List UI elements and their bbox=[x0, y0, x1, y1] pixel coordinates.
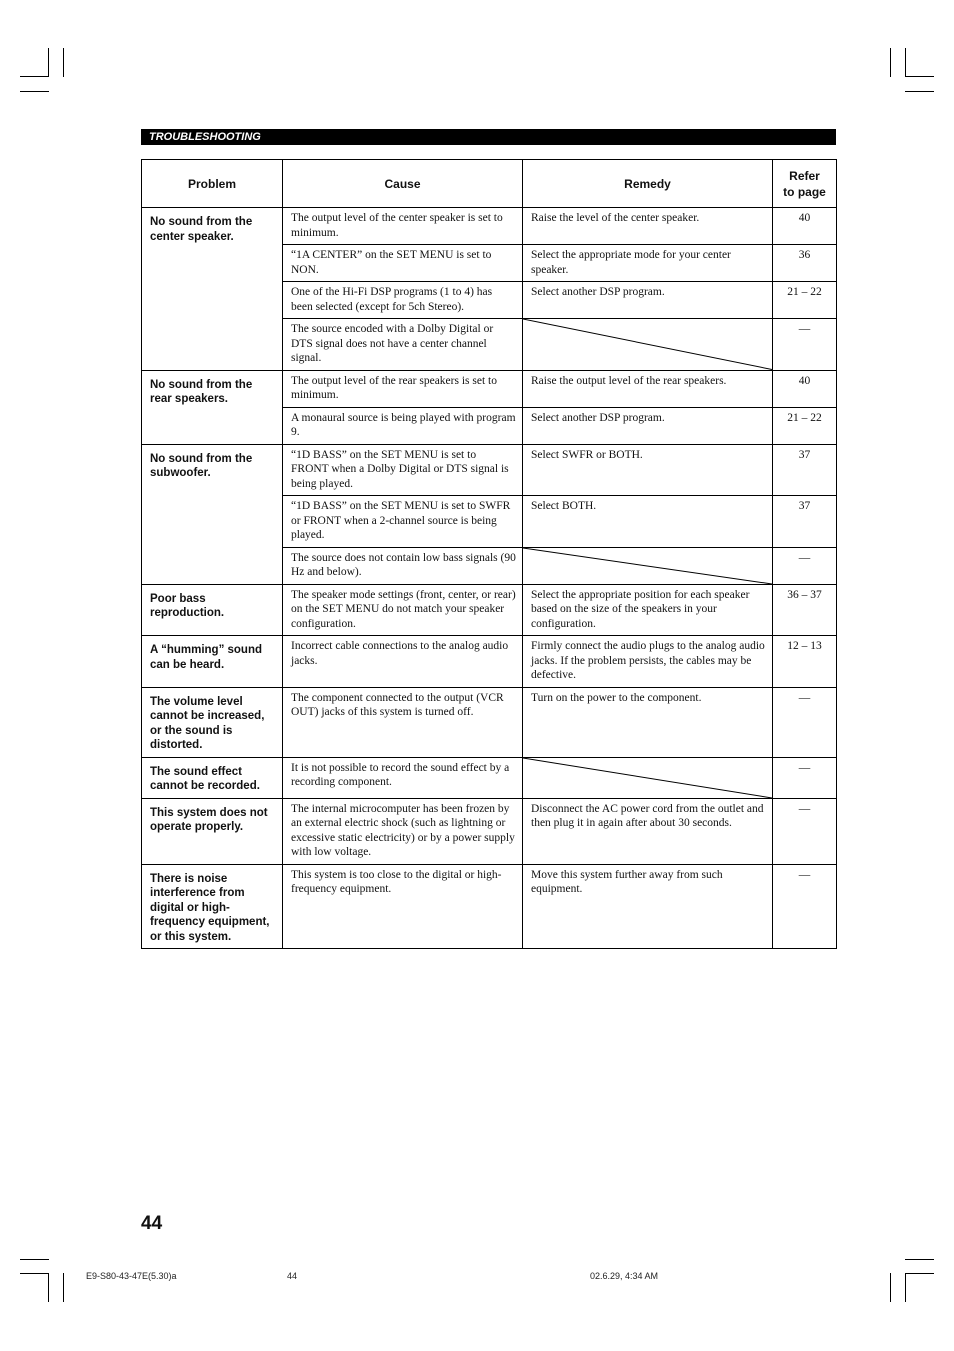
cause-cell: “1D BASS” on the SET MENU is set to SWFR or FRONT when a 2-channel source is being played. bbox=[283, 496, 523, 548]
crop-mark bbox=[20, 1273, 49, 1274]
cause-cell: This system is too close to the digital or high-frequency equipment. bbox=[283, 864, 523, 949]
refer-page-cell: — bbox=[773, 864, 837, 949]
cause-cell: A monaural source is being played with program 9. bbox=[283, 407, 523, 444]
refer-page-cell: 21 – 22 bbox=[773, 407, 837, 444]
footer-right: 02.6.29, 4:34 AM bbox=[590, 1271, 659, 1281]
crop-mark bbox=[905, 1259, 934, 1260]
crop-mark bbox=[905, 91, 934, 92]
crop-mark bbox=[63, 1273, 64, 1302]
refer-page-cell: — bbox=[773, 757, 837, 798]
cause-cell: The source encoded with a Dolby Digital or DTS signal does not have a center channel signal. bbox=[283, 319, 523, 371]
remedy-cell: Disconnect the AC power cord from the outlet and then plug it in again after about 30 seconds. bbox=[523, 798, 773, 864]
header-problem: Problem bbox=[142, 160, 283, 208]
cause-cell: The internal microcomputer has been frozen by an external electric shock (such as lightning or excessive static electricity) or by a power supply with low voltage. bbox=[283, 798, 523, 864]
crop-mark bbox=[20, 1259, 49, 1260]
refer-page-cell: — bbox=[773, 547, 837, 584]
problem-cell: Poor bass reproduction. bbox=[142, 584, 283, 636]
table-header-row bbox=[142, 160, 837, 208]
cause-cell: The source does not contain low bass signals (90 Hz and below). bbox=[283, 547, 523, 584]
refer-page-cell: — bbox=[773, 798, 837, 864]
refer-page-cell: 12 – 13 bbox=[773, 636, 837, 688]
table-row bbox=[142, 757, 837, 798]
cause-cell: It is not possible to record the sound effect by a recording component. bbox=[283, 757, 523, 798]
crop-mark bbox=[48, 1273, 49, 1302]
refer-page-cell: 37 bbox=[773, 444, 837, 496]
cause-cell: One of the Hi-Fi DSP programs (1 to 4) has been selected (except for 5ch Stereo). bbox=[283, 282, 523, 319]
footer-center: 44 bbox=[287, 1271, 298, 1281]
refer-page-cell: — bbox=[773, 687, 837, 757]
table-row bbox=[142, 208, 837, 245]
remedy-cell: Move this system further away from such equipment. bbox=[523, 864, 773, 949]
remedy-cell: Select the appropriate position for each speaker based on the size of the speakers in your configuration. bbox=[523, 584, 773, 636]
table-row bbox=[142, 444, 837, 496]
refer-page-cell: — bbox=[773, 319, 837, 371]
cause-cell: The speaker mode settings (front, center, or rear) on the SET MENU do not match your speaker configuration. bbox=[283, 584, 523, 636]
refer-page-cell: 37 bbox=[773, 496, 837, 548]
cause-cell: The output level of the rear speakers is set to minimum. bbox=[283, 370, 523, 407]
crop-mark bbox=[890, 1273, 891, 1302]
refer-page-cell: 36 bbox=[773, 245, 837, 282]
crop-mark bbox=[890, 48, 891, 77]
remedy-cell: Select the appropriate mode for your center speaker. bbox=[523, 245, 773, 282]
table-row bbox=[142, 798, 837, 864]
refer-page-cell: 40 bbox=[773, 370, 837, 407]
remedy-cell: Select SWFR or BOTH. bbox=[523, 444, 773, 496]
table-row bbox=[142, 636, 837, 688]
header-remedy: Remedy bbox=[523, 160, 773, 208]
crop-mark bbox=[48, 48, 49, 77]
troubleshooting-table bbox=[141, 159, 837, 949]
header-refer-page bbox=[773, 160, 837, 208]
diagonal-strike bbox=[523, 548, 772, 584]
section-header: TROUBLESHOOTING bbox=[141, 129, 836, 145]
table-row bbox=[142, 584, 837, 636]
remedy-cell: Turn on the power to the component. bbox=[523, 687, 773, 757]
problem-cell: The sound effect cannot be recorded. bbox=[142, 757, 283, 798]
header-refer-line2: to page bbox=[783, 184, 826, 199]
remedy-cell: Raise the level of the center speaker. bbox=[523, 208, 773, 245]
crop-mark bbox=[63, 48, 64, 77]
crop-mark bbox=[905, 76, 934, 77]
refer-page-cell: 36 – 37 bbox=[773, 584, 837, 636]
footer-left: E9-S80-43-47E(5.30)a bbox=[86, 1271, 177, 1281]
diagonal-strike bbox=[523, 319, 772, 370]
crop-mark bbox=[905, 1273, 934, 1274]
cause-cell: Incorrect cable connections to the analog audio jacks. bbox=[283, 636, 523, 688]
crop-mark bbox=[20, 76, 49, 77]
crop-mark bbox=[905, 48, 906, 77]
cause-cell: The component connected to the output (VCR OUT) jacks of this system is turned off. bbox=[283, 687, 523, 757]
remedy-not-applicable-cell bbox=[523, 547, 773, 584]
cause-cell: The output level of the center speaker is set to minimum. bbox=[283, 208, 523, 245]
remedy-cell: Raise the output level of the rear speakers. bbox=[523, 370, 773, 407]
remedy-not-applicable-cell bbox=[523, 319, 773, 371]
table-row bbox=[142, 687, 837, 757]
crop-mark bbox=[905, 1273, 906, 1302]
table-row bbox=[142, 864, 837, 949]
problem-cell: A “humming” sound can be heard. bbox=[142, 636, 283, 688]
crop-mark bbox=[20, 91, 49, 92]
remedy-cell: Select BOTH. bbox=[523, 496, 773, 548]
cause-cell: “1A CENTER” on the SET MENU is set to NON. bbox=[283, 245, 523, 282]
table-row bbox=[142, 370, 837, 407]
diagonal-strike bbox=[523, 758, 772, 798]
remedy-cell: Firmly connect the audio plugs to the analog audio jacks. If the problem persists, the cables may be defective. bbox=[523, 636, 773, 688]
page-number: 44 bbox=[141, 1213, 163, 1234]
problem-cell: No sound from the rear speakers. bbox=[142, 370, 283, 444]
problem-cell: There is noise interference from digital or high-frequency equipment, or this system. bbox=[142, 864, 283, 949]
remedy-cell: Select another DSP program. bbox=[523, 407, 773, 444]
problem-cell: No sound from the center speaker. bbox=[142, 208, 283, 371]
refer-page-cell: 40 bbox=[773, 208, 837, 245]
problem-cell: No sound from the subwoofer. bbox=[142, 444, 283, 584]
remedy-not-applicable-cell bbox=[523, 757, 773, 798]
cause-cell: “1D BASS” on the SET MENU is set to FRONT when a Dolby Digital or DTS signal is being played. bbox=[283, 444, 523, 496]
remedy-cell: Select another DSP program. bbox=[523, 282, 773, 319]
problem-cell: The volume level cannot be increased, or the sound is distorted. bbox=[142, 687, 283, 757]
header-cause: Cause bbox=[283, 160, 523, 208]
problem-cell: This system does not operate properly. bbox=[142, 798, 283, 864]
header-refer-line1: Refer bbox=[789, 168, 820, 183]
refer-page-cell: 21 – 22 bbox=[773, 282, 837, 319]
